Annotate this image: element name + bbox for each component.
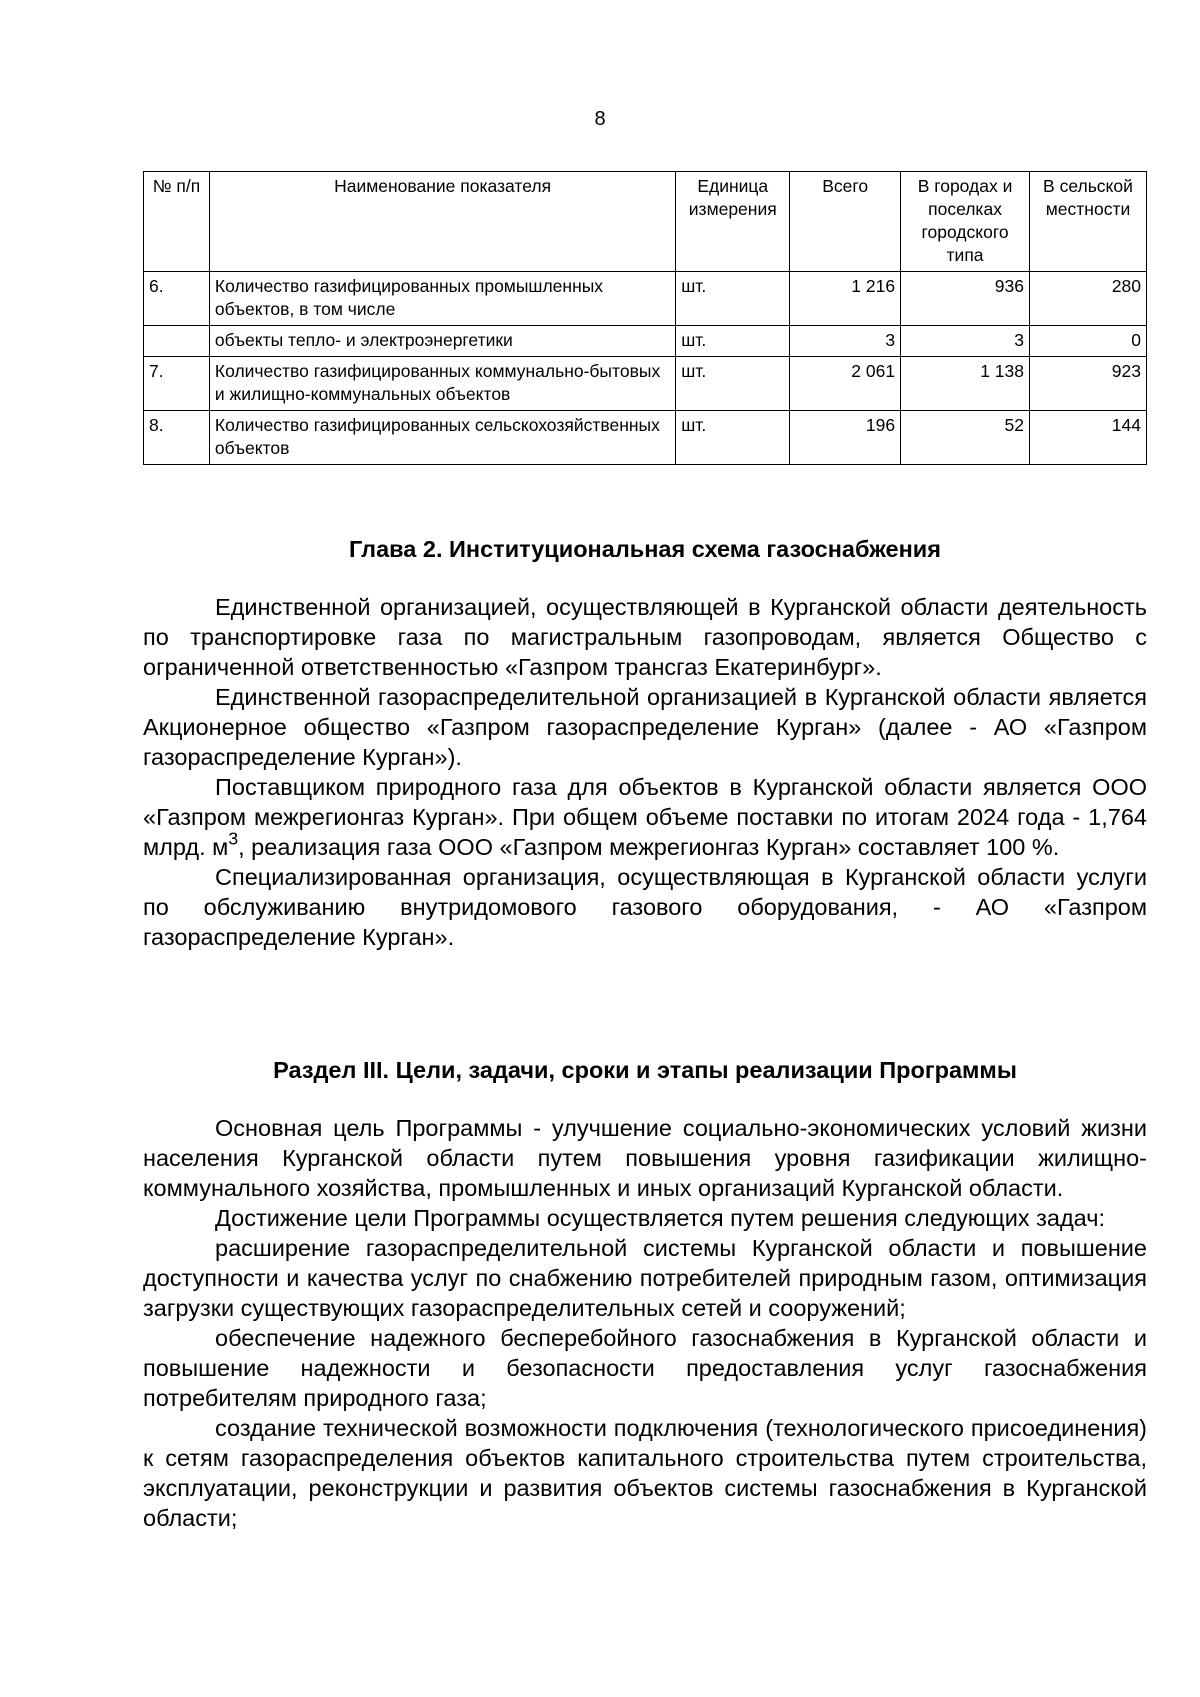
section-3-body xyxy=(143,1113,1147,1533)
chapter-2-title: Глава 2. Институциональная схема газоснабжения xyxy=(349,536,941,562)
section-3-paragraph: Основная цель Программы - улучшение социально-экономических условий жизни населения Курганской области путем повышения уровня газификации жилищно-коммунального хозяйства, промышленных и иных организаций Курганской области. xyxy=(143,1115,1147,1201)
table-row xyxy=(144,357,1147,411)
header-total: Всего xyxy=(790,172,901,272)
cell-num: 7. xyxy=(144,357,210,411)
cell-unit: шт. xyxy=(676,326,790,357)
cell-num: 8. xyxy=(144,411,210,465)
section-3-paragraph: расширение газораспределительной системы Курганской области и повышение доступности и качества услуг по снабжению потребителей природным газом, оптимизация загрузки существующих газораспределительных сетей и сооружений; xyxy=(143,1235,1147,1321)
section-3-paragraph: обеспечение надежного бесперебойного газоснабжения в Курганской области и повышение надежности и безопасности предоставления услуг газоснабжения потребителям природного газа; xyxy=(143,1325,1147,1411)
cell-unit: шт. xyxy=(676,411,790,465)
cell-unit: шт. xyxy=(676,357,790,411)
table-row xyxy=(144,326,1147,357)
indicators-table xyxy=(143,171,1147,465)
cell-name: Количество газифицированных коммунально-бытовых и жилищно-коммунальных объектов xyxy=(209,357,675,411)
cell-total: 196 xyxy=(790,411,901,465)
chapter-2-paragraph xyxy=(143,772,1147,862)
superscript: 3 xyxy=(228,828,239,849)
header-num: № п/п xyxy=(144,172,210,272)
cell-urban: 1 138 xyxy=(901,357,1030,411)
cell-urban: 52 xyxy=(901,411,1030,465)
chapter-2-paragraph: Единственной организацией, осуществляющей в Курганской области деятельность по транспортировке газа по магистральным газопроводам, является Общество с ограниченной ответственностью «Газпром трансгаз Екатеринбург». xyxy=(143,594,1147,680)
page-number: 8 xyxy=(594,108,606,130)
cell-rural: 0 xyxy=(1030,326,1147,357)
paragraph-text: Поставщиком природного газа для объектов в Курганской области является ООО «Газпром межрегионгаз Курган». При общем объеме поставки по итогам 2024 года - 1,764 млрд. м xyxy=(143,774,1147,860)
section-3-paragraph: создание технической возможности подключения (технологического присоединения) к сетям газораспределения объектов капитального строительства путем строительства, эксплуатации, реконструкции и развития объектов системы газоснабжения в Курганской области; xyxy=(143,1415,1147,1531)
cell-name: Количество газифицированных промышленных объектов, в том числе xyxy=(209,272,675,326)
cell-urban: 936 xyxy=(901,272,1030,326)
chapter-2-paragraph: Специализированная организация, осуществляющая в Курганской области услуги по обслуживанию внутридомового газового оборудования, - АО «Газпром газораспределение Курган». xyxy=(143,864,1147,950)
cell-num: 6. xyxy=(144,272,210,326)
cell-num xyxy=(144,326,210,357)
cell-urban: 3 xyxy=(901,326,1030,357)
section-3-paragraph: Достижение цели Программы осуществляется путем решения следующих задач: xyxy=(215,1205,1105,1231)
cell-unit: шт. xyxy=(676,272,790,326)
cell-rural: 144 xyxy=(1030,411,1147,465)
chapter-2-paragraph: Единственной газораспределительной организацией в Курганской области является Акционерное общество «Газпром газораспределение Курган» (далее - АО «Газпром газораспределение Курган»). xyxy=(143,684,1147,770)
cell-rural: 280 xyxy=(1030,272,1147,326)
cell-total: 2 061 xyxy=(790,357,901,411)
table-row xyxy=(144,411,1147,465)
cell-total: 1 216 xyxy=(790,272,901,326)
cell-rural: 923 xyxy=(1030,357,1147,411)
header-unit: Единица измерения xyxy=(676,172,790,272)
cell-total: 3 xyxy=(790,326,901,357)
table-header-row xyxy=(144,172,1147,272)
section-3-title: Раздел III. Цели, задачи, сроки и этапы реализации Программы xyxy=(273,1057,1017,1083)
chapter-2-body xyxy=(143,592,1147,952)
cell-name: Количество газифицированных сельскохозяйственных объектов xyxy=(209,411,675,465)
header-name: Наименование показателя xyxy=(209,172,675,272)
header-urban: В городах и поселках городского типа xyxy=(901,172,1030,272)
paragraph-text: , реализация газа ООО «Газпром межрегионгаз Курган» составляет 100 %. xyxy=(238,834,1060,860)
cell-name: объекты тепло- и электроэнергетики xyxy=(209,326,675,357)
header-rural: В сельской местности xyxy=(1030,172,1147,272)
table-row xyxy=(144,272,1147,326)
